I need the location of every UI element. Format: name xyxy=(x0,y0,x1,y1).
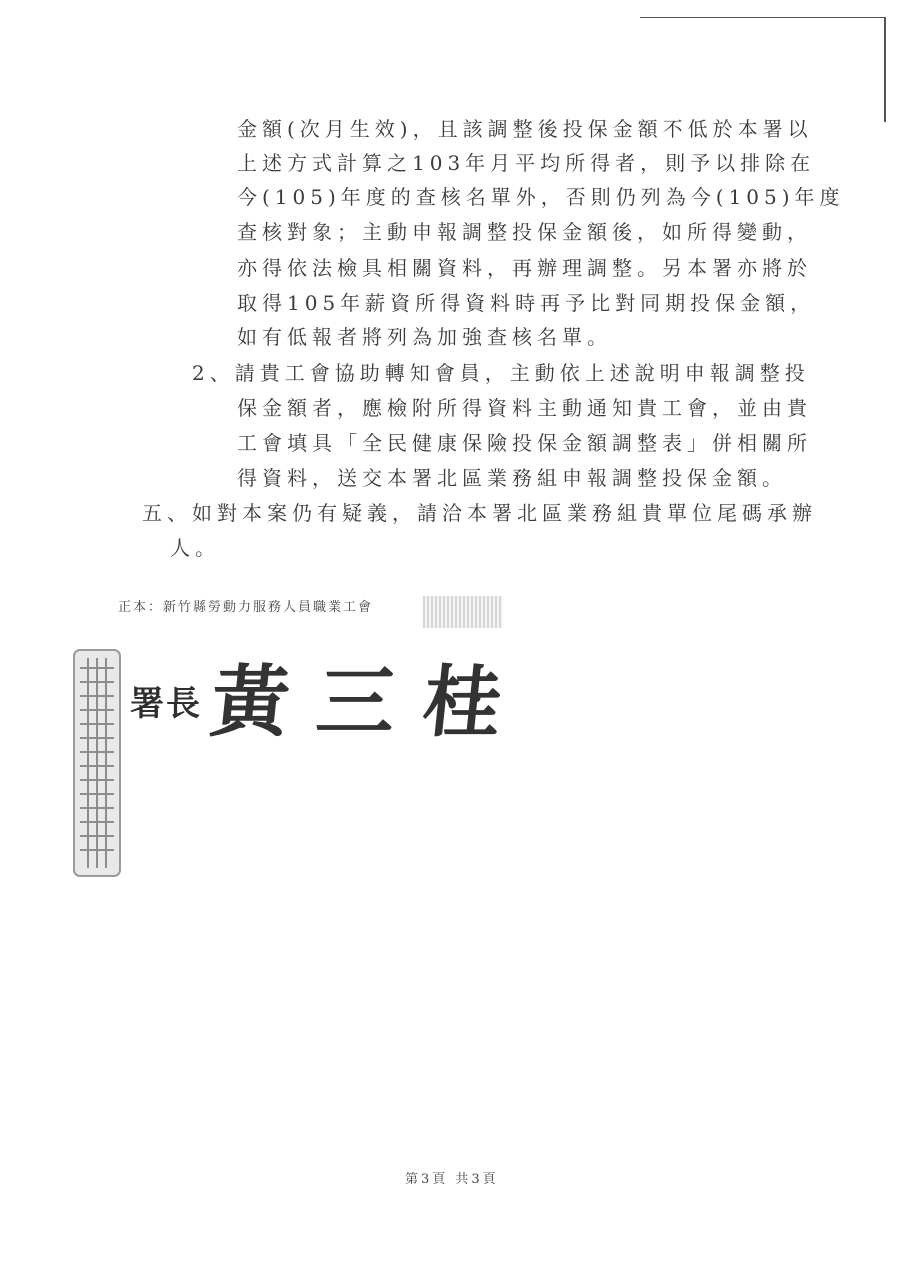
signature-title: 署長 xyxy=(130,684,202,724)
item-2-line: 保金額者，應檢附所得資料主動通知貴工會，並由貴 xyxy=(237,396,812,420)
recipient-line: 正本：新竹縣勞動力服務人員職業工會 xyxy=(118,600,374,615)
body-text-line: 金額(次月生效)，且該調整後投保金額不低於本署以 xyxy=(237,117,813,141)
recipient-stamp xyxy=(423,596,503,628)
page-frame-right xyxy=(884,17,886,122)
official-seal xyxy=(72,648,122,878)
page-frame-top xyxy=(640,17,885,18)
body-text-line: 查核對象；主動申報調整投保金額後，如所得變動， xyxy=(237,220,812,244)
section-5-line: 五、如對本案仍有疑義，請洽本署北區業務組貴單位尾碼承辦 xyxy=(142,501,817,525)
signature-name: 黃三桂 xyxy=(206,657,535,748)
item-2-line: 得資料，送交本署北區業務組申報調整投保金額。 xyxy=(237,466,787,490)
body-text-line: 亦得依法檢具相關資料，再辦理調整。另本署亦將於 xyxy=(237,256,812,280)
item-2-line: 工會填具「全民健康保險投保金額調整表」併相關所 xyxy=(237,431,812,455)
body-text-line: 上述方式計算之103年月平均所得者，則予以排除在 xyxy=(237,151,816,175)
section-5-line: 人。 xyxy=(170,536,220,560)
item-2-line: 2、請貴工會協助轉知會員，主動依上述說明申報調整投 xyxy=(192,361,810,385)
page-number: 第3頁 共3頁 xyxy=(405,1172,499,1187)
body-text-line: 取得105年薪資所得資料時再予比對同期投保金額， xyxy=(237,291,816,315)
body-text-line: 今(105)年度的查核名單外，否則仍列為今(105)年度 xyxy=(237,185,845,209)
body-text-line: 如有低報者將列為加強查核名單。 xyxy=(237,325,612,349)
